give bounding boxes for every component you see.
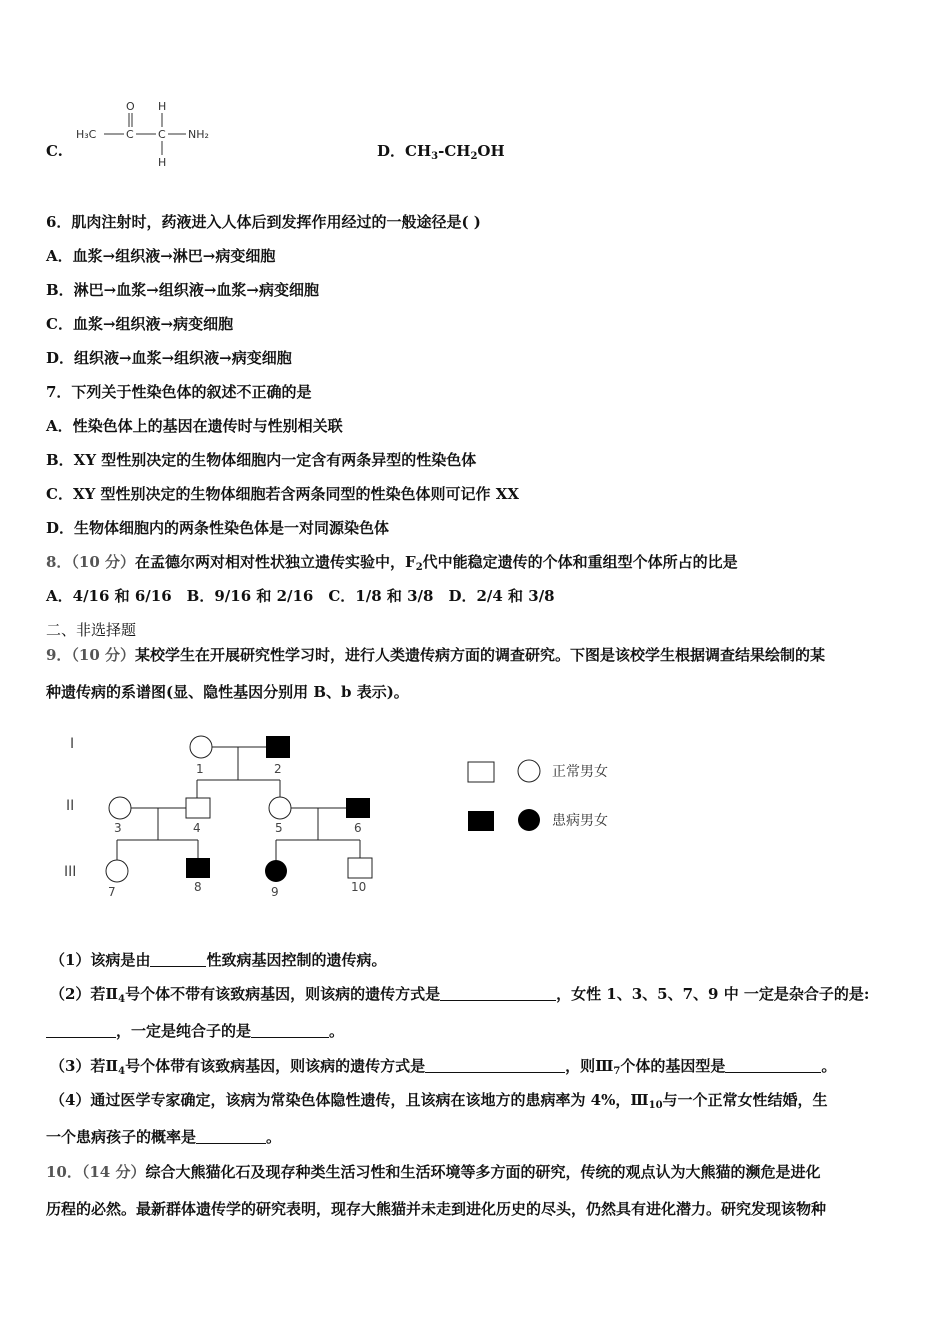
- formula-nh2: NH₂: [188, 128, 209, 141]
- pedigree-member-4: [186, 798, 210, 835]
- generation-label-3: III: [64, 864, 77, 880]
- legend-normal-female: [518, 760, 540, 782]
- formula-o: O: [126, 100, 135, 113]
- q10-line2: 历程的必然。最新群体遗传学的研究表明，现存大熊猫并未走到进化历史的尽头，仍然具有进化潜力。研究发现该物种: [46, 1200, 827, 1218]
- svg-text:2: 2: [274, 762, 282, 776]
- svg-text:1: 1: [196, 762, 204, 776]
- legend-affected-male: [468, 811, 494, 831]
- legend-normal-male: [468, 762, 494, 782]
- q6-option-d: D．组织液→血浆→组织液→病变细胞: [46, 349, 292, 367]
- pedigree-member-1: [190, 736, 212, 776]
- q9-part1: （1）该病是由 性致病基因控制的遗传病。: [50, 951, 387, 969]
- pedigree-member-2: [266, 736, 290, 776]
- formula-h3c: H₃C: [76, 128, 97, 141]
- q9-part4-cont: 一个患病孩子的概率是 。: [46, 1128, 282, 1146]
- generation-label-2: II: [66, 798, 75, 814]
- svg-text:5: 5: [275, 821, 283, 835]
- q8-options: A．4/16 和 6/16 B．9/16 和 2/16 C．1/8 和 3/8 D．2/4 和 3/8: [46, 587, 555, 605]
- svg-text:4: 4: [193, 821, 201, 835]
- formula-h-bottom: H: [158, 156, 167, 169]
- q9-part3: （3）若$Ⅱ_4$号个体带有该致病基因，则该病的遗传方式是 ，则$Ⅲ_7$个体的基因型是 。: [50, 1057, 837, 1077]
- pedigree-member-7: [106, 860, 128, 899]
- q7-option-c: C．XY 型性别决定的生物体细胞若含两条同型的性染色体则可记作 XX: [46, 485, 520, 503]
- q9-intro-line1: 9．（10 分）某校学生在开展研究性学习时，进行人类遗传病方面的调查研究。下图是该校学生根据调查结果绘制的某: [46, 646, 826, 664]
- q6-option-c: C．血浆→组织液→病变细胞: [46, 315, 234, 333]
- q5-option-d: D．$CH_3-CH_2OH$: [377, 142, 505, 162]
- svg-text:7: 7: [108, 885, 116, 899]
- legend-affected-female: [518, 809, 540, 831]
- pedigree-member-6: [346, 798, 370, 835]
- q8-stem: 8．（10 分）在孟德尔两对相对性状独立遗传实验中，$F_2$代中能稳定遗传的个体和重组型个体所占的比是: [46, 553, 738, 573]
- q9-part2-cont: ，一定是纯合子的是 。: [46, 1021, 344, 1041]
- pedigree-member-8: [186, 858, 210, 894]
- q7-option-b: B．XY 型性别决定的生物体细胞内一定含有两条异型的性染色体: [46, 451, 477, 469]
- formula-c2: C: [158, 128, 166, 141]
- q7-stem: 7．下列关于性染色体的叙述不正确的是: [46, 383, 312, 401]
- legend-normal-label: 正常男女: [552, 764, 608, 780]
- q6-stem: 6．肌肉注射时，药液进入人体后到发挥作用经过的一般途径是( ): [46, 213, 481, 231]
- svg-text:9: 9: [271, 885, 279, 899]
- formula-h-top: H: [158, 100, 167, 113]
- q7-option-a: A．性染色体上的基因在遗传时与性别相关联: [46, 417, 343, 435]
- svg-text:3: 3: [114, 821, 122, 835]
- q6-option-a: A．血浆→组织液→淋巴→病变细胞: [46, 247, 276, 265]
- generation-label-1: I: [70, 736, 75, 752]
- pedigree-member-10: [348, 858, 372, 894]
- pedigree-chart: [60, 728, 640, 908]
- legend-affected-label: 患病男女: [552, 813, 608, 829]
- pedigree-legend: [468, 760, 608, 831]
- formula-c1: C: [126, 128, 134, 141]
- section-heading: 二、非选择题: [46, 621, 137, 639]
- svg-text:10: 10: [351, 880, 367, 894]
- q9-intro-line2: 种遗传病的系谱图(显、隐性基因分别用 B、b 表示)。: [46, 683, 409, 701]
- q6-option-b: B．淋巴→血浆→组织液→血浆→病变细胞: [46, 281, 319, 299]
- q5-structural-formula: [74, 96, 234, 170]
- svg-text:6: 6: [354, 821, 362, 835]
- pedigree-member-5: [269, 797, 291, 835]
- pedigree-member-3: [109, 797, 131, 835]
- q5-option-c-label: C.: [46, 142, 63, 160]
- pedigree-member-9: [265, 860, 287, 899]
- q7-option-d: D．生物体细胞内的两条性染色体是一对同源染色体: [46, 519, 390, 537]
- q9-part4: （4）通过医学专家确定，该病为常染色体隐性遗传，且该病在该地方的患病率为 4%，$Ⅲ_{10}$与一个正常女性结婚，生: [50, 1091, 828, 1111]
- svg-text:8: 8: [194, 880, 202, 894]
- q9-part2: （2）若$Ⅱ_4$号个体不带有该致病基因，则该病的遗传方式是 ，女性 1、3、5、7、9 中 一定是杂合子的是:: [50, 985, 870, 1005]
- q10-line1: 10．（14 分）综合大熊猫化石及现存种类生活习性和生活环境等多方面的研究，传统的观点认为大熊猫的濒危是进化: [46, 1163, 821, 1181]
